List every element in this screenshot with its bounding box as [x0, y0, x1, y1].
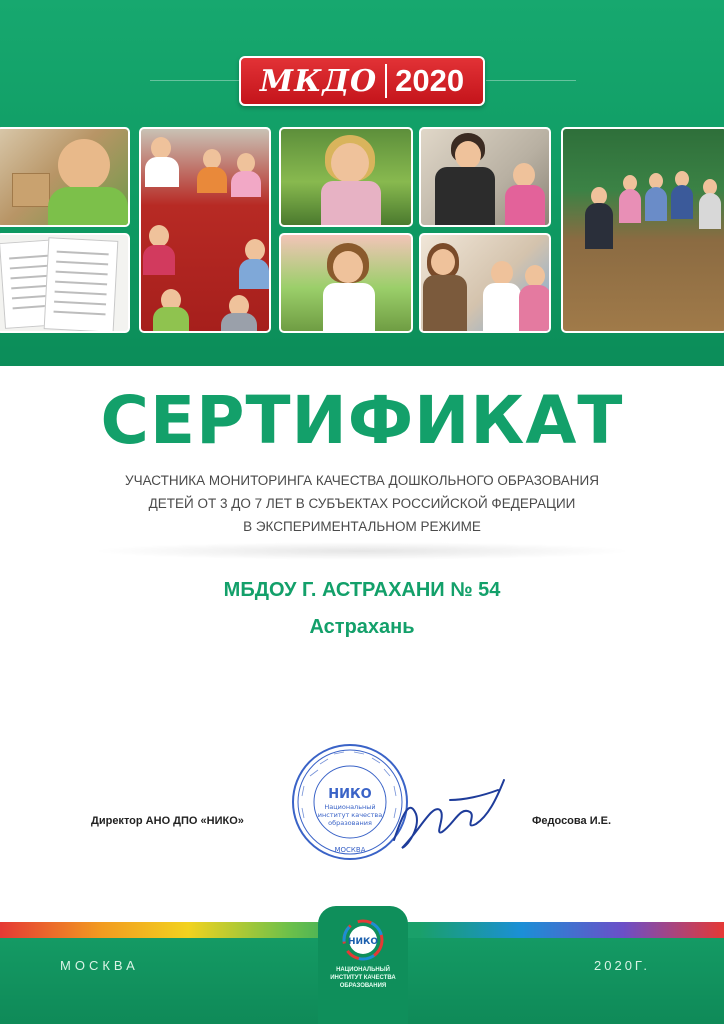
logo-year-text: 2020 [395, 63, 465, 98]
stamp-title: НИКО [328, 787, 372, 802]
subtitle-shadow [90, 542, 634, 560]
decorative-line [486, 80, 576, 81]
photo-children-circle [139, 127, 271, 333]
photo-kids-walking-autumn [561, 127, 724, 333]
director-signature [380, 770, 520, 860]
signatory-name: Федосова И.Е. [532, 815, 612, 827]
photo-teacher-with-child [419, 127, 551, 227]
organization-name: МБДОУ Г. АСТРАХАНИ № 54 [223, 579, 501, 601]
certificate-title: СЕРТИФИКАТ [100, 382, 624, 459]
mkdo-logo [239, 56, 485, 106]
logo-mkdo-text: МКДО [259, 63, 378, 99]
header-band [0, 0, 724, 366]
photo-child-with-flower [279, 233, 413, 333]
footer-year: 2020Г. [594, 958, 650, 973]
niko-caption-line: НАЦИОНАЛЬНЫЙ [336, 967, 390, 973]
stamp-line: Национальный [324, 803, 376, 811]
photo-girl-outdoors [279, 127, 413, 227]
logo-divider [385, 64, 387, 98]
certificate-subtitle [80, 469, 644, 538]
stamp-line: институт качества [317, 811, 383, 819]
niko-caption-line: ИНСТИТУТ КАЧЕСТВА [330, 975, 396, 981]
stamp-line: образования [328, 819, 372, 827]
subtitle-line: ДЕТЕЙ ОТ 3 ДО 7 ЛЕТ В СУБЪЕКТАХ РОССИЙСКОЙ ФЕДЕРАЦИИ [148, 496, 576, 511]
subtitle-line: УЧАСТНИКА МОНИТОРИНГА КАЧЕСТВА ДОШКОЛЬНОГО ОБРАЗОВАНИЯ [125, 473, 599, 488]
stamp-bottom-text: МОСКВА [334, 846, 366, 854]
organization-city: Астрахань [309, 616, 415, 638]
niko-caption-line: ОБРАЗОВАНИЯ [339, 983, 387, 989]
director-label: Директор АНО ДПО «НИКО» [91, 815, 244, 827]
decorative-line [150, 80, 240, 81]
niko-logo-icon [336, 918, 390, 962]
photo-documents [0, 233, 130, 333]
niko-caption [318, 966, 408, 990]
photo-child-with-blocks [0, 127, 130, 227]
niko-logo-text: НИКО [347, 937, 379, 947]
footer-city: МОСКВА [60, 958, 139, 973]
subtitle-line: В ЭКСПЕРИМЕНТАЛЬНОМ РЕЖИМЕ [243, 519, 481, 534]
photo-teacher-group [419, 233, 551, 333]
